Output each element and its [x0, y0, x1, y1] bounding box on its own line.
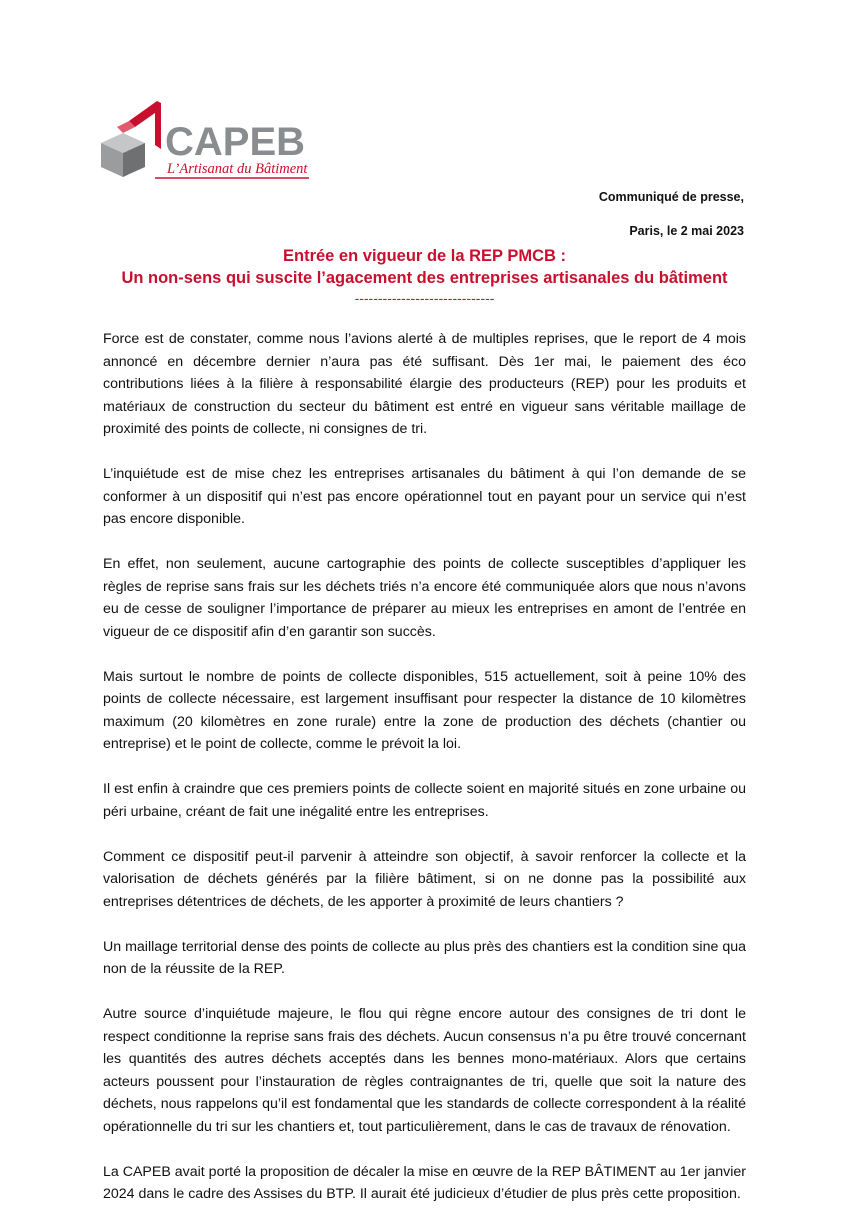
header-meta [599, 189, 744, 239]
paragraph: Autre source d’inquiétude majeure, le flou qui règne encore autour des consignes de tri dont le respect conditionne la reprise sans frais des déchets. Aucun consensus n’a pu être trouvé concernant les quantités des autres déchets acceptés dans les bennes mono-matériaux. Alors que certains acteurs poussent pour l’instauration de règles contraignantes de tri, quelle que soit la nature des déchets, nous rappelons qu’il est fondamental que les standards de collecte correspondent à la réalité opérationnelle du tri sur les chantiers et, tout particulièrement, dans le cas de travaux de rénovation. [103, 1006, 746, 1135]
document-date: Paris, le 2 mai 2023 [629, 224, 744, 238]
logo-tagline: L’Artisanat du Bâtiment [167, 161, 308, 177]
press-release-title [103, 245, 746, 305]
paragraph: En effet, non seulement, aucune cartographie des points de collecte susceptibles d’appliquer les règles de reprise sans frais sur les déchets triés n’a encore été communiquée alors que nous n’avons eu de cesse de souligner l’importance de préparer au mieux les entreprises en amont de l’entrée en vigueur de ce dispositif afin d’en garantir son succès. [103, 556, 746, 640]
paragraph: La CAPEB avait porté la proposition de décaler la mise en œuvre de la REP BÂTIMENT au 1er janvier 2024 dans le cadre des Assises du BTP. Il aurait été judicieux d’étudier de plus près cette proposition. [103, 1163, 746, 1202]
title-line-1: Entrée en vigueur de la REP PMCB : [282, 247, 566, 265]
capeb-logo-graphic [99, 99, 314, 191]
paragraph: Comment ce dispositif peut-il parvenir à atteindre son objectif, à savoir renforcer la collecte et la valorisation de déchets générés par la filière bâtiment, si on ne donne pas la possibilité aux entreprises détentrices de déchets, de les apporter à proximité de leurs chantiers ? [103, 848, 746, 910]
paragraph: L’inquiétude est de mise chez les entreprises artisanales du bâtiment à qui l’on demande de se conformer à un dispositif qui n’est pas encore opérationnel tout en payant pour un service qui n’est pas encore disponible. [103, 466, 746, 527]
document-type: Communiqué de presse, [598, 190, 744, 204]
paragraph: Mais surtout le nombre de points de collecte disponibles, 515 actuellement, soit à peine 10% des points de collecte nécessaire, est largement insuffisant pour respecter la distance de 10 kilomètres maximum (20 kilomètres en zone rurale) entre la zone de production des déchets (chantier ou entreprise) et le point de collecte, comme le prévoit la loi. [103, 668, 746, 752]
capeb-logo [99, 99, 314, 191]
title-separator: ------------------------------ [354, 291, 495, 305]
logo-wordmark: CAPEB [165, 120, 306, 164]
title-line-2: Un non-sens qui suscite l’agacement des entreprises artisanales du bâtiment [121, 269, 728, 287]
paragraph: Un maillage territorial dense des points de collecte au plus près des chantiers est la condition sine qua non de la réussite de la REP. [103, 938, 746, 977]
paragraph: Force est de constater, comme nous l’avions alerté à de multiples reprises, que le report de 4 mois annoncé en décembre dernier n’aura pas été suffisant. Dès 1er mai, le paiement des éco contributions liées à la filière à responsabilité élargie des producteurs (REP) pour les produits et matériaux de construction du secteur du bâtiment est entré en vigueur sans véritable maillage de proximité des points de collecte, ni consignes de tri. [103, 331, 746, 437]
paragraph: Il est enfin à craindre que ces premiers points de collecte soient en majorité situés en zone urbaine ou péri urbaine, créant de fait une inégalité entre les entreprises. [103, 781, 746, 820]
press-release-body [103, 328, 746, 1228]
